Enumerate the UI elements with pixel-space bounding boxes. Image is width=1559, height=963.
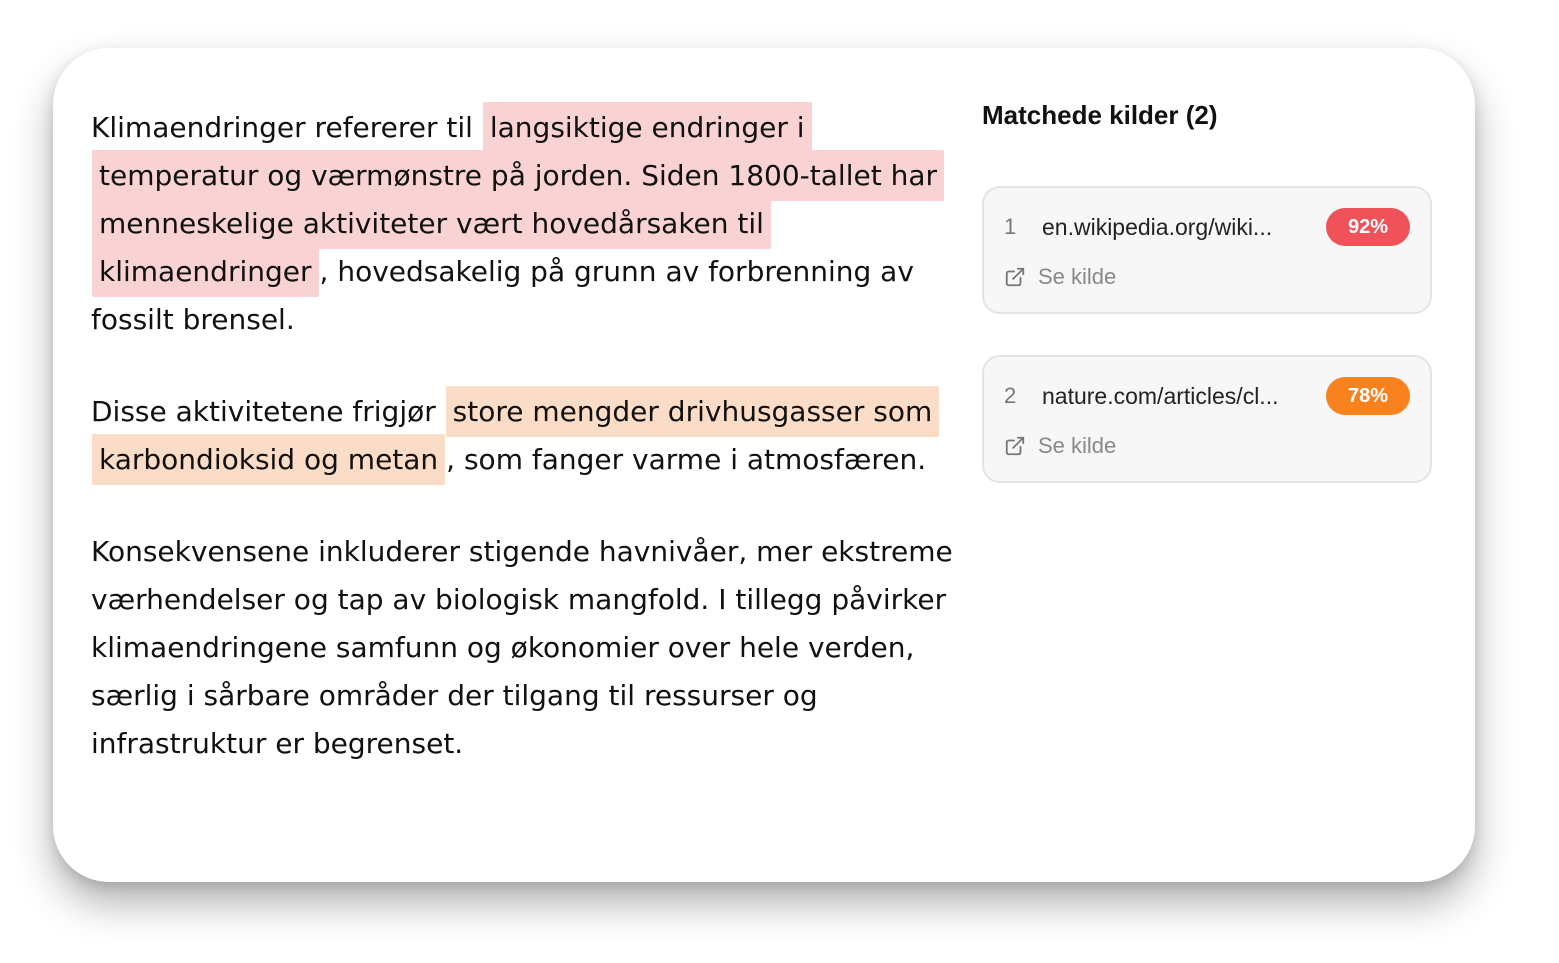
matched-sources-panel xyxy=(982,98,1432,458)
matched-passage-1[interactable]: langsiktige endringer i temperatur og værmønstre på jorden. Siden 1800-tallet har menneskelige aktiviteter vært hovedårsaken til klimaendringer xyxy=(92,102,944,297)
source-url: nature.com/articles/cl... xyxy=(1042,383,1279,409)
view-source-label: Se kilde xyxy=(1038,264,1117,289)
paragraph-2-text-before: Disse aktivitetene frigjør xyxy=(91,395,445,428)
paragraph-3: Konsekvensene inkluderer stigende havnivåer, mer ekstreme værhendelser og tap av biologisk mangfold. I tillegg påvirker klimaendringene samfunn og økonomier over hele verden, særlig i sårbare områder der tilgang til ressurser og infrastruktur er begrenset. xyxy=(91,535,953,760)
view-source-link[interactable] xyxy=(1004,262,1116,292)
matched-passage-2[interactable]: store mengder drivhusgasser som karbondioksid og metan xyxy=(92,386,939,485)
paragraph-2-text-after: , som fanger varme i atmosfæren. xyxy=(446,443,927,476)
source-card-2[interactable] xyxy=(982,355,1432,483)
source-card-1[interactable] xyxy=(982,186,1432,314)
matched-sources-title: Matchede kilder (2) xyxy=(982,100,1218,130)
paragraph-1 xyxy=(91,104,961,344)
paragraph-1-text-before: Klimaendringer refererer til xyxy=(91,111,482,144)
paragraph-1-text-after: , hovedsakelig på grunn av forbrenning av fossilt brensel. xyxy=(91,255,914,336)
match-score-badge: 92% xyxy=(1326,208,1410,246)
view-source-link[interactable] xyxy=(1004,431,1116,461)
external-link-icon xyxy=(1004,266,1026,288)
source-index: 2 xyxy=(1004,383,1017,408)
paragraph-2 xyxy=(91,388,961,484)
external-link-icon xyxy=(1004,435,1026,457)
plagiarism-report-card xyxy=(53,48,1475,882)
document-text xyxy=(91,104,961,812)
match-score-badge: 78% xyxy=(1326,377,1410,415)
view-source-label: Se kilde xyxy=(1038,433,1117,458)
source-url: en.wikipedia.org/wiki... xyxy=(1042,214,1273,240)
source-index: 1 xyxy=(1004,214,1017,239)
